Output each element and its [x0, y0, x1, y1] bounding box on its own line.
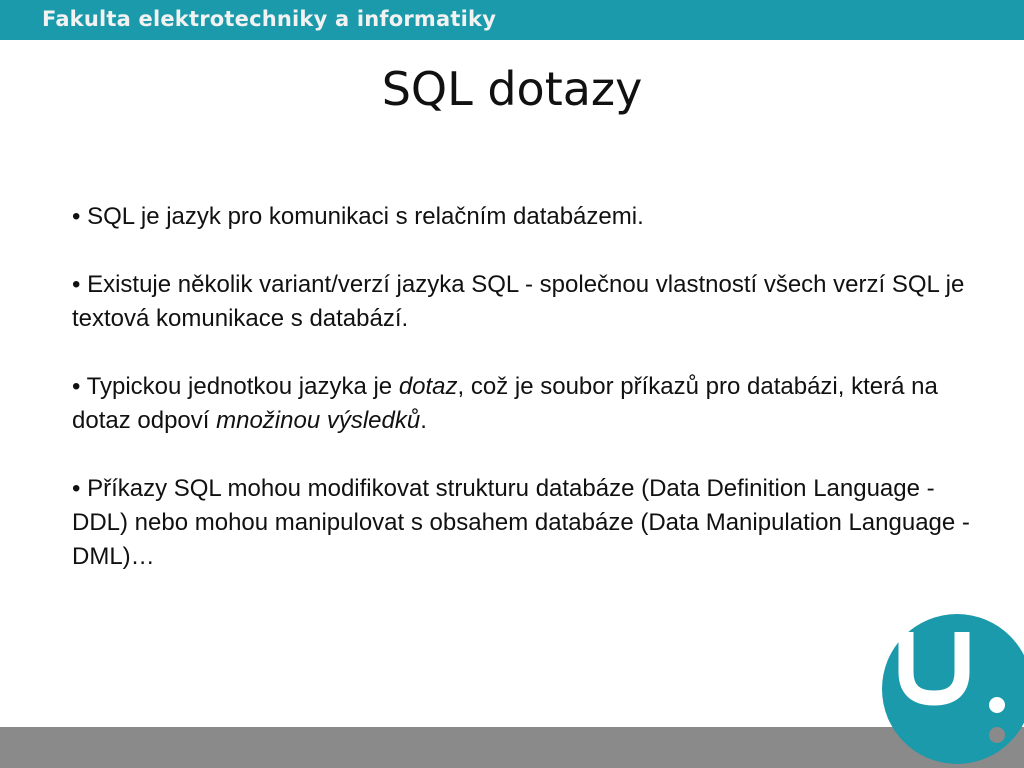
footer-bar — [0, 727, 1024, 768]
bullet-item — [72, 268, 972, 336]
bullet-text: • Existuje několik variant/verzí jazyka SQL - společnou vlastností všech verzí SQL je textová komunikace s databází. — [72, 271, 965, 332]
emphasis-mnozinou-vysledku: množinou výsledků — [216, 407, 421, 434]
slide-title: SQL dotazy — [381, 62, 643, 116]
slide-body — [72, 200, 972, 608]
logo-white-dot — [989, 697, 1005, 713]
faculty-name: Fakulta elektrotechniky a informatiky — [42, 7, 497, 31]
bullet-item — [72, 472, 972, 574]
bullet-text: • Příkazy SQL mohou modifikovat strukturu databáze (Data Definition Language - DDL) nebo mohou manipulovat s obsahem databáze (Data Manipulation Language - DML)… — [72, 475, 970, 570]
bullet-text-suffix: . — [420, 407, 427, 434]
bullet-item — [72, 370, 972, 438]
university-u-logo-icon — [882, 614, 1024, 768]
bullet-text: • Typickou jednotkou jazyka je — [72, 373, 399, 400]
bullet-item — [72, 200, 972, 234]
bullet-text-middle: , což je soubor příkazů pro databázi, která na dotaz odpoví — [72, 373, 938, 434]
logo-gray-dot — [989, 727, 1005, 743]
bullet-text: • SQL je jazyk pro komunikaci s relačním databázemi. — [72, 203, 644, 230]
emphasis-dotaz: dotaz — [398, 373, 458, 400]
header-bar — [0, 0, 1024, 40]
